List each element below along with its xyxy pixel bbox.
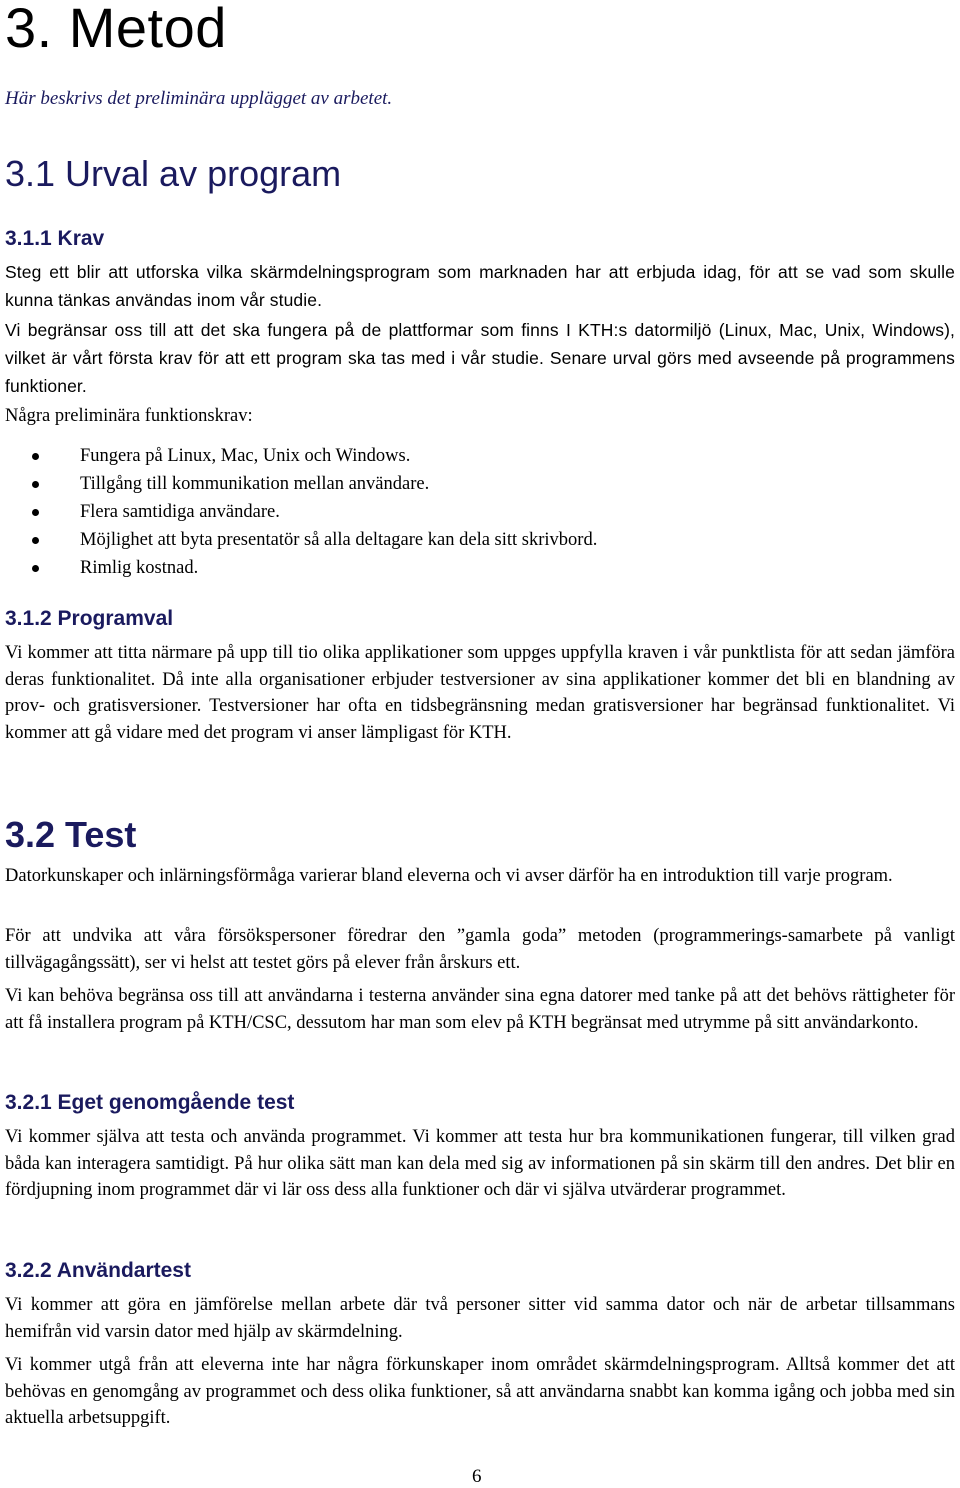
paragraph-test-3: Vi kan behöva begränsa oss till att användarna i testerna använder sina egna datorer med tanke på att det behövs rättigheter för att få installera program på KTH/CSC, dessutom har man som elev på KTH begränsat med utrymme på sitt användarkonto. <box>5 986 955 1033</box>
paragraph-programval: Vi kommer att titta närmare på upp till tio olika applikationer som uppges uppfylla kraven i vår punktlista för att sedan jämföra deras funktionalitet. Då inte alla organisationer erbjuder testversioner av sina applikationer kommer det bli en blandning av prov- och gratisversioner. Testversioner har ofta en tidsbegränsning medan gratisversioner har begränsad funktionalitet. Vi kommer att gå vidare med det program vi anser lämpligast för KTH. <box>5 643 955 743</box>
list-item: Möjlighet att byta presentatör så alla deltagare kan dela sitt skrivbord. <box>5 526 597 554</box>
bullet-icon <box>32 453 39 460</box>
list-item: Fungera på Linux, Mac, Unix och Windows. <box>5 442 597 470</box>
requirements-list <box>5 442 597 582</box>
list-item: Rimlig kostnad. <box>5 554 597 582</box>
section-heading-3-2: 3.2 Test <box>5 814 137 855</box>
chapter-heading: 3. Metod <box>5 0 227 59</box>
page-number: 6 <box>472 1466 482 1487</box>
paragraph-anvandartest-1: Vi kommer att göra en jämförelse mellan arbete där två personer sitter vid samma dator och när de arbetar tillsammans hemifrån vid varsin dator med hjälp av skärmdelning. <box>5 1295 955 1342</box>
list-intro: Några preliminära funktionskrav: <box>5 406 253 426</box>
subsection-heading-3-1-1: 3.1.1 Krav <box>5 227 105 250</box>
bullet-icon <box>32 509 39 516</box>
section-heading-3-1: 3.1 Urval av program <box>5 153 342 194</box>
bullet-icon <box>32 481 39 488</box>
paragraph-krav-2: Vi begränsar oss till att det ska fungera på de plattformar som finns I KTH:s datormiljö (Linux, Mac, Unix, Windows), vilket är vårt första krav för att ett program ska tas med i vår studie. Senare urval görs med avseende på programmens funktioner. <box>5 320 955 396</box>
list-item: Flera samtidiga användare. <box>5 498 597 526</box>
chapter-intro: Här beskrivs det preliminära upplägget av arbetet. <box>5 88 393 109</box>
bullet-icon <box>32 565 39 572</box>
paragraph-test-1: Datorkunskaper och inlärningsförmåga varierar bland eleverna och vi avser därför ha en introduktion till varje program. <box>5 866 893 886</box>
paragraph-anvandartest-2: Vi kommer utgå från att eleverna inte har några förkunskaper inom området skärmdelningsprogram. Alltså kommer det att behövas en genomgång av programmet och dess olika funktioner, så att användarna snabbt kan komma igång och jobba med sin aktuella arbetsuppgift. <box>5 1355 955 1428</box>
bullet-icon <box>32 537 39 544</box>
subsection-heading-3-1-2: 3.1.2 Programval <box>5 607 174 630</box>
paragraph-test-2: För att undvika att våra försökspersoner föredrar den ”gamla goda” metoden (programmerings-samarbete på vanligt tillvägagångssätt), ser vi helst att testet görs på elever från årskurs ett. <box>5 926 955 973</box>
subsection-heading-3-2-1: 3.2.1 Eget genomgående test <box>5 1091 295 1114</box>
paragraph-eget-test: Vi kommer själva att testa och använda programmet. Vi kommer att testa hur bra kommunikationen fungerar, till vilken grad båda kan interagera samtidigt. På hur olika sätt man kan dela med sig av informationen på sin skärm till den andres. Det blir en fördjupning inom programmet där vi lär oss dess alla funktioner och där vi själva utvärderar programmet. <box>5 1127 955 1200</box>
subsection-heading-3-2-2: 3.2.2 Användartest <box>5 1259 191 1282</box>
list-item: Tillgång till kommunikation mellan användare. <box>5 470 597 498</box>
paragraph-krav-1: Steg ett blir att utforska vilka skärmdelningsprogram som marknaden har att erbjuda idag, för att se vad som skulle kunna tänkas användas inom vår studie. <box>5 262 955 310</box>
